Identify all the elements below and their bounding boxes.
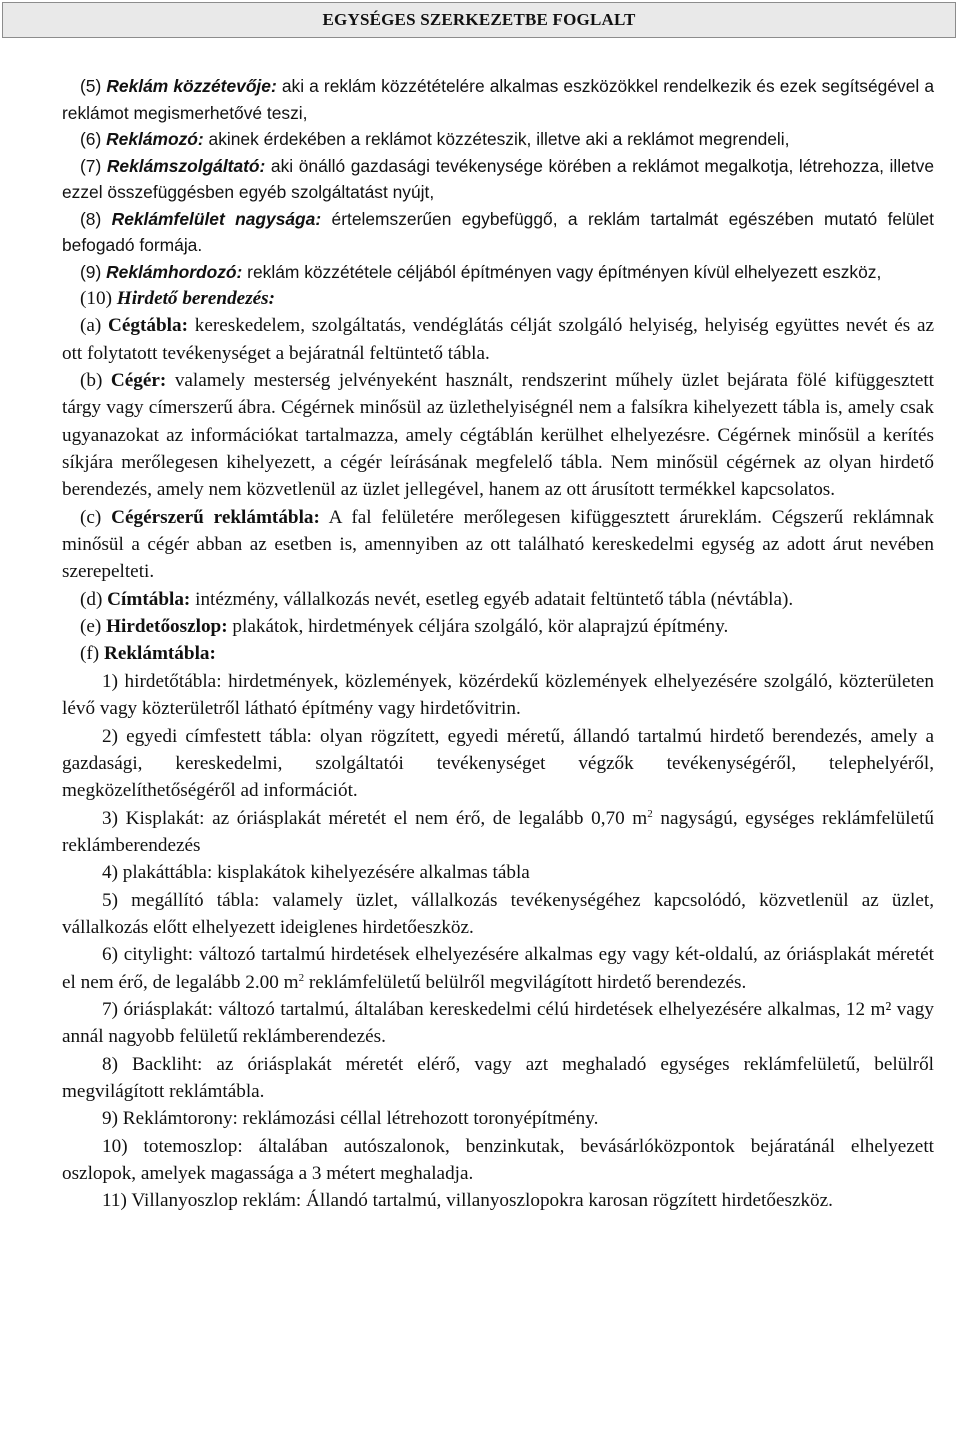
- list-item-text: 3) Kisplakát: az óriásplakát méretét el nem érő, de legalább 0,70 m: [102, 807, 648, 829]
- definition-number: (6): [80, 129, 107, 149]
- list-item-text: 6) citylight: változó tartalmú hirdetések elhelyezésére alkalmas egy vagy két-oldalú, az óriásplakát méretét el nem érő, de legalább 2.00 m: [62, 944, 934, 993]
- superscript: 2: [647, 807, 653, 820]
- definition-term: Hirdető berendezés:: [116, 288, 276, 309]
- definition-number: (9): [80, 261, 107, 282]
- definition-term: Reklámozó:: [106, 129, 204, 149]
- definition-5: [62, 73, 934, 126]
- subsection-term: Cégérszerű reklámtábla:: [111, 506, 320, 528]
- list-item-text: nagyságú, egységes reklámfelületű reklámberendezés: [62, 807, 935, 856]
- subsection-c: [62, 504, 934, 586]
- list-item: 11) Villanyoszlop reklám: Állandó tartalmú, villanyoszlopokra karosan rögzített hirdetőeszköz.: [102, 1190, 833, 1212]
- subsection-text: intézmény, vállalkozás nevét, esetleg egyéb adatait feltüntető tábla (névtábla).: [190, 588, 794, 610]
- definition-text: reklám közzététele céljából építményen vagy építményen kívül elhelyezett eszköz,: [242, 261, 882, 282]
- definition-term: Reklámhordozó:: [106, 261, 243, 282]
- subsection-label: (f): [80, 643, 104, 665]
- subsection-b: [62, 367, 934, 504]
- definition-number: (10): [80, 288, 117, 309]
- definition-10: [62, 285, 934, 312]
- definition-text: aki a reklám közzétételére alkalmas eszközökkel rendelkezik és ezek segítségével a reklámot megismerhetővé teszi,: [62, 76, 934, 123]
- subsection-term: Hirdetőoszlop:: [106, 616, 228, 638]
- subsection-term: Cégtábla:: [108, 315, 188, 337]
- list-item: 9) Reklámtorony: reklámozási céllal létrehozott toronyépítmény.: [102, 1108, 599, 1130]
- list-item: 8) Backliht: az óriásplakát méretét elérő, vagy azt meghaladó egységes reklámfelületű, belülről megvilágított reklámtábla.: [62, 1053, 934, 1102]
- list-item: 2) egyedi címfestett tábla: olyan rögzített, egyedi méretű, állandó tartalmú hirdető berendezés, amely a gazdasági, kereskedelmi, szolgáltatói tevékenységet végzők tevékenységéről, telephelyéről, megközelíthetőségéről ad információt.: [62, 725, 934, 802]
- definition-number: (7): [80, 155, 107, 176]
- subsection-a: [62, 312, 934, 367]
- definition-text: aki önálló gazdasági tevékenysége körében a reklámot megalkotja, létrehozza, illetve ezzel összefüggésben egyéb szolgáltatást nyújt,: [62, 155, 934, 202]
- subsection-text: A fal felületére merőlegesen kifüggesztett árureklám. Cégszerű reklámnak minősül a cégér abban az esetben is, amennyiben az ott található kereskedelmi egység az adott árut nevében szerepelteti.: [62, 506, 935, 583]
- subsection-text: valamely mesterség jelvényeként használt, rendszerint műhely üzlet bejárata fölé kifüggesztett tárgy vagy címerszerű ábra. Cégérnek minősül az üzlethelyiségnél nem a falsíkra kihelyezett tábla is, amely csak ugyanazokat az információkat tartalmazza, amely cégtáblán kerülhet elhelyezésre. Cégérnek minősül a kerítés síkjára merőlegesen kihelyezett, a cégér leírásának megfelelő tábla. Nem minősül cégérnek az olyan hirdető berendezés, amely nem közvetlenül az üzlet jellegével, hanem az ott árusított termékkel kapcsolatos.: [62, 370, 934, 501]
- definition-number: (5): [80, 76, 107, 96]
- list-item: [62, 805, 934, 860]
- subsection-label: (d): [80, 588, 108, 610]
- document-body: [62, 73, 934, 1215]
- list-item-text: reklámfelületű belülről megvilágított hirdető berendezés.: [304, 971, 747, 993]
- subsection-f: [62, 640, 934, 667]
- subsection-term: Cégér:: [110, 370, 167, 392]
- definition-6: [62, 126, 934, 153]
- subsection-label: (b): [80, 370, 111, 392]
- subsection-label: (c): [80, 506, 112, 528]
- definition-9: [62, 259, 934, 286]
- subsection-d: [62, 586, 934, 613]
- definition-text: értelemszerűen egybefüggő, a reklám tartalmát egészében mutató felület befogadó formája.: [62, 208, 935, 255]
- definition-term: Reklámszolgáltató:: [106, 155, 266, 176]
- document-header: [2, 2, 956, 38]
- definition-number: (8): [80, 208, 112, 229]
- subsection-text: kereskedelem, szolgáltatás, vendéglátás célját szolgáló helyiség, helyiség együttes nevét és az ott folytatott tevékenységet a bejáratnál feltüntető tábla.: [62, 315, 935, 364]
- subsection-term: Címtábla:: [107, 588, 191, 610]
- superscript: 2: [298, 971, 305, 984]
- list-item: 1) hirdetőtábla: hirdetmények, közlemények, közérdekű közlemények elhelyezésére szolgáló, közterületen lévő vagy közterületről látható építmény vagy hirdetővitrin.: [62, 670, 934, 720]
- subsection-label: (a): [80, 315, 109, 337]
- list-item: [62, 941, 934, 996]
- definition-8: [62, 206, 934, 259]
- definition-text: akinek érdekében a reklámot közzéteszik, illetve aki a reklámot megrendeli,: [203, 129, 790, 149]
- list-item: 5) megállító tábla: valamely üzlet, vállalkozás tevékenységéhez kapcsolódó, közvetlenül az üzlet, vállalkozás előtt elhelyezett ideiglenes hirdetőeszköz.: [62, 889, 934, 938]
- subsection-term: Reklámtábla:: [103, 643, 216, 665]
- subsection-text: plakátok, hirdetmények céljára szolgáló, kör alaprajzú építmény.: [227, 616, 729, 638]
- definition-term: Reklámfelület nagysága:: [111, 208, 322, 229]
- hirdeto-berendezes-section: [62, 285, 934, 1215]
- definitions-section: [62, 73, 934, 285]
- list-item: 7) óriásplakát: változó tartalmú, általában kereskedelmi célú hirdetések elhelyezésére alkalmas, 12 m² vagy annál nagyobb felületű reklámberendezés.: [62, 998, 934, 1048]
- subsection-label: (e): [80, 616, 107, 638]
- document-header-title: EGYSÉGES SZERKEZETBE FOGLALT: [322, 10, 636, 29]
- definition-7: [62, 153, 934, 206]
- definition-term: Reklám közzétevője:: [106, 76, 277, 96]
- list-item: 10) totemoszlop: általában autószalonok, benzinkutak, bevásárlóközpontok bejáratánál elhelyezett oszlopok, amelyek magassága a 3 métert meghaladja.: [62, 1135, 934, 1184]
- list-item: 4) plakáttábla: kisplakátok kihelyezésére alkalmas tábla: [102, 862, 530, 884]
- subsection-e: [62, 613, 934, 640]
